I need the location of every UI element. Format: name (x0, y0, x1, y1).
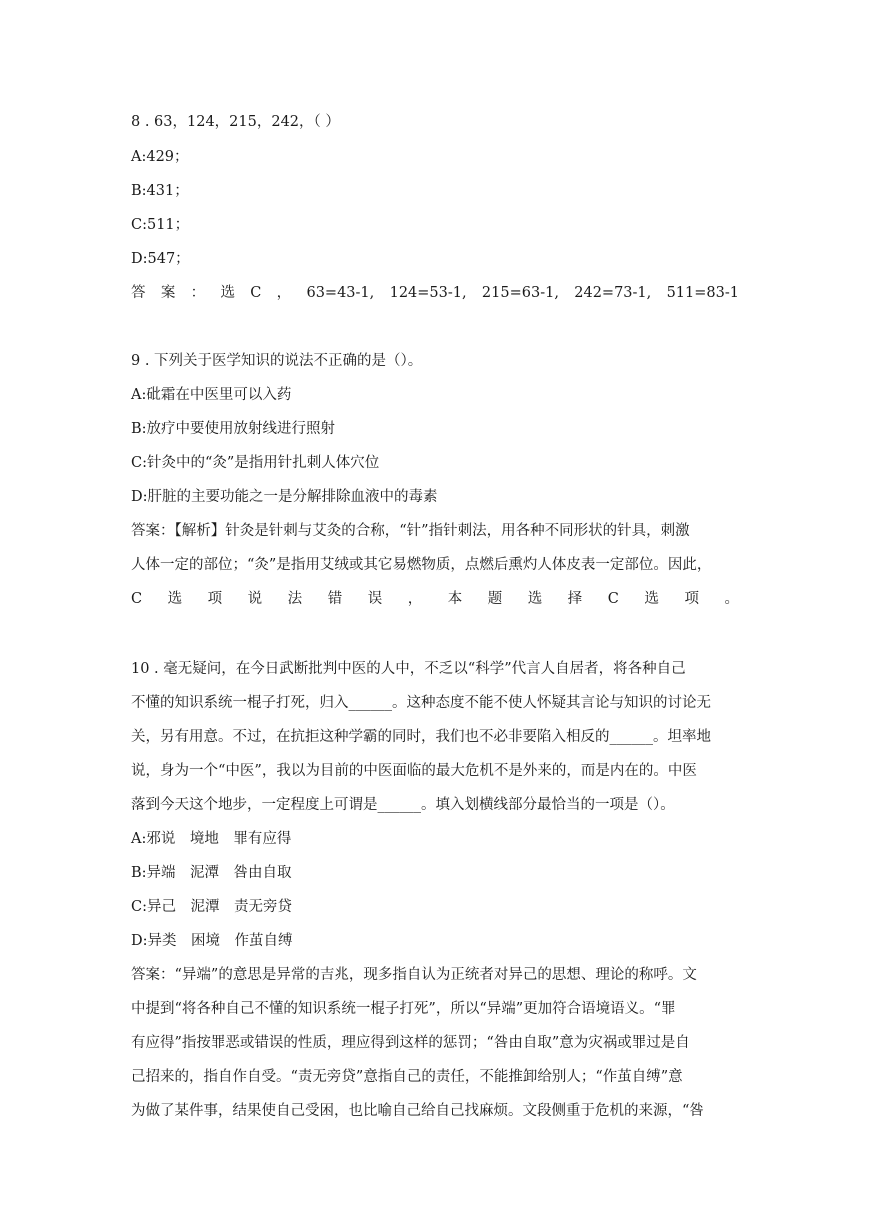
question-8-option-c: C:511； (131, 217, 190, 233)
answer-token: C (250, 285, 262, 301)
question-10-option-c: C:异己 泥潭 责无旁贷 (131, 899, 292, 915)
question-10-answer-line: 答案：“异端”的意思是异常的吉兆，现多指自认为正统者对异己的思想、理论的称呼。文 (131, 967, 697, 983)
answer-token: 511=83-1 (666, 285, 739, 301)
answer-token: 242=73-1, (574, 285, 652, 301)
question-9-option-a: A:砒霜在中医里可以入药 (131, 387, 292, 403)
answer-token: 项 (684, 591, 699, 607)
answer-token: C (131, 591, 143, 607)
question-8-option-b: B:431； (131, 183, 189, 199)
answer-token: ： (190, 285, 206, 301)
question-9-option-d: D:肝脏的主要功能之一是分解排除血液中的毒素 (131, 489, 438, 505)
answer-token: 法 (287, 591, 303, 607)
question-10-answer-line: 有应得”指按罪恶或错误的性质，理应得到这样的惩罚；“咎由自取”意为灾祸或罪过是自 (131, 1035, 690, 1051)
question-10-option-b: B:异端 泥潭 咎由自取 (131, 865, 292, 881)
answer-token: 择 (567, 591, 583, 607)
question-10-stem-line: 关，另有用意。不过，在抗拒这种学霸的同时，我们也不必非要陷入相反的______。坦率地 (131, 729, 711, 745)
question-8-option-a: A:429； (131, 149, 189, 165)
answer-token: 题 (487, 591, 503, 607)
question-10-answer-line: 己招来的，指自作自受。“责无旁贷”意指自己的责任，不能推卸给别人；“作茧自缚”意 (131, 1069, 683, 1085)
question-10 (131, 652, 739, 1128)
answer-token: 说 (247, 591, 263, 607)
question-8-stem: 8 . 63，124，215，242，（ ） (131, 114, 340, 130)
question-10-option-d: D:异类 困境 作茧自缚 (131, 933, 293, 949)
answer-token: 选 (167, 591, 183, 607)
question-8-option-d: D:547； (131, 251, 190, 267)
answer-token: 215=63-1, (481, 285, 559, 301)
question-9-answer-line: 人体一定的部位；“灸”是指用艾绒或其它易燃物质，点燃后熏灼人体皮表一定部位。因此， (131, 557, 712, 573)
answer-token: ， (407, 591, 423, 607)
answer-token: 63=43-1, (306, 285, 375, 301)
question-10-answer-line: 中提到“将各种自己不懂的知识系统一棍子打死”，所以“异端”更加符合语境语义。“罪 (131, 1001, 676, 1017)
question-10-stem-line: 说，身为一个“中医”，我以为目前的中医面临的最大危机不是外来的，而是内在的。中医 (131, 763, 697, 779)
question-9-option-b: B:放疗中要使用放射线进行照射 (131, 421, 336, 437)
question-9 (131, 344, 739, 616)
question-10-stem-line: 10 . 毫无疑问，在今日武断批判中医的人中，不乏以“科学”代言人自居者，将各种自己 (131, 661, 686, 677)
answer-token: 误 (367, 591, 383, 607)
question-9-answer-line: 答案：【解析】针灸是针刺与艾灸的合称，“针”指针刺法，用各种不同形状的针具，刺激 (131, 523, 690, 539)
answer-token: ， (276, 285, 292, 301)
question-10-answer-line: 为做了某件事，结果使自己受困，也比喻自己给自己找麻烦。文段侧重于危机的来源，“咎 (131, 1103, 704, 1119)
answer-token: 。 (724, 591, 739, 607)
answer-token: C (607, 591, 619, 607)
answer-token: 124=53-1, (389, 285, 467, 301)
question-9-stem: 9 . 下列关于医学知识的说法不正确的是（）。 (131, 353, 423, 369)
question-10-stem-line: 不懂的知识系统一棍子打死，归入______。这种态度不能不使人怀疑其言论与知识的讨论无 (131, 695, 711, 711)
answer-token: 错 (327, 591, 343, 607)
answer-token: 答 (131, 285, 146, 301)
question-9-option-c: C:针灸中的“灸”是指用针扎刺人体穴位 (131, 455, 380, 471)
question-8-answer (131, 276, 739, 310)
answer-token: 选 (220, 285, 235, 301)
question-8 (131, 105, 739, 310)
answer-token: 选 (644, 591, 659, 607)
answer-token: 本 (447, 591, 463, 607)
question-10-stem-line: 落到今天这个地步，一定程度上可谓是______。填入划横线部分最恰当的一项是（）。 (131, 797, 675, 813)
question-9-answer-last-line (131, 582, 739, 616)
question-10-option-a: A:邪说 境地 罪有应得 (131, 831, 292, 847)
answer-token: 案 (160, 285, 176, 301)
answer-token: 选 (527, 591, 543, 607)
answer-token: 项 (207, 591, 223, 607)
